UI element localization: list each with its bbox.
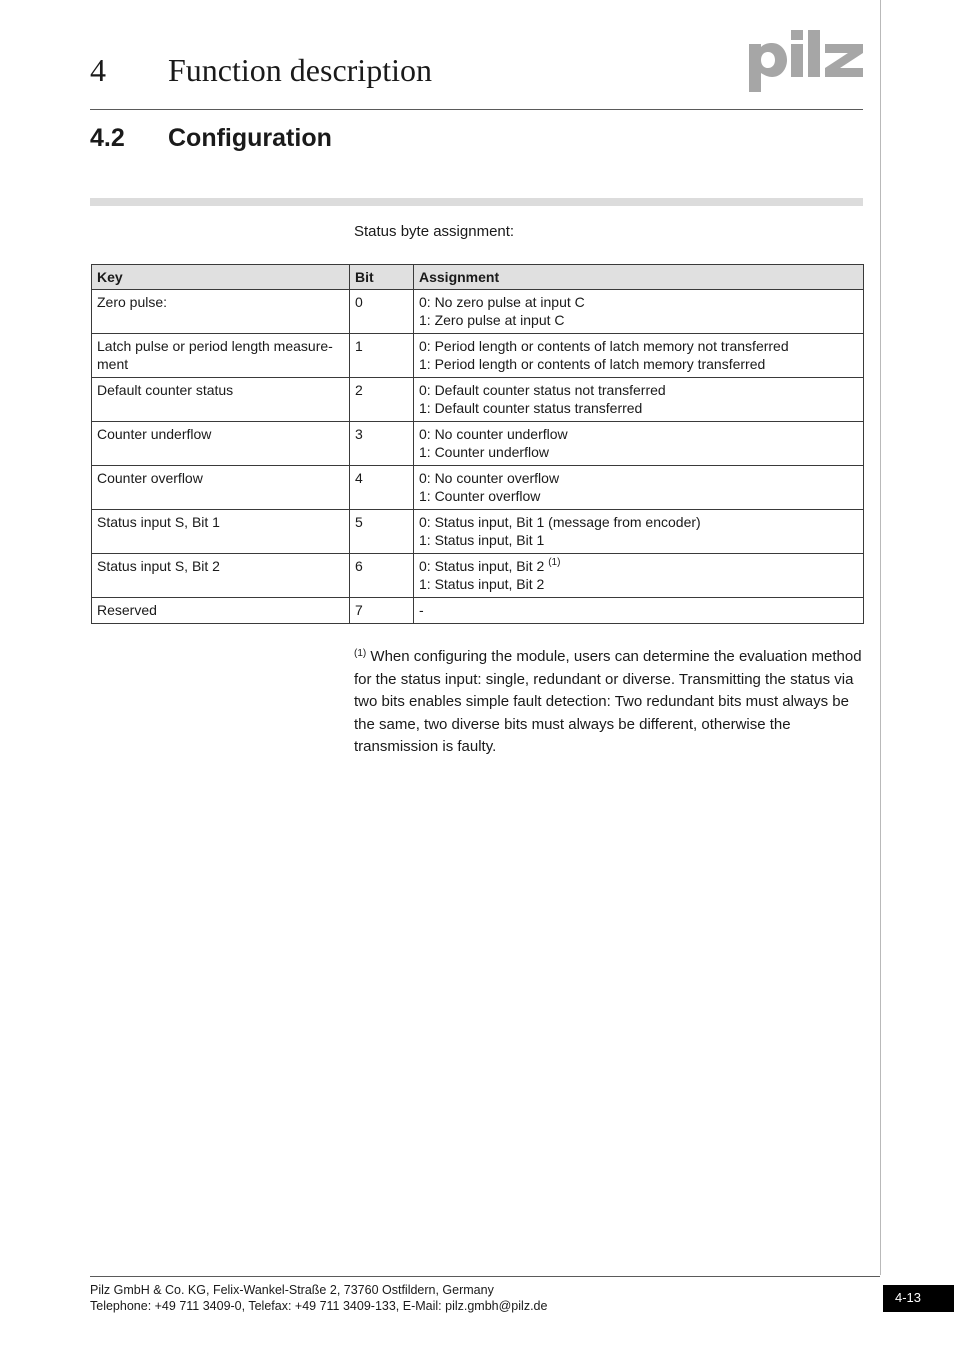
margin-rule bbox=[880, 0, 881, 1275]
cell-key: Counter overflow bbox=[92, 466, 350, 510]
cell-key bbox=[92, 334, 350, 378]
footer-address: Pilz GmbH & Co. KG, Felix-Wankel-Straße 2, 73760 Ostfildern, Germany bbox=[90, 1283, 494, 1297]
assignment-line: 1: Counter underflow bbox=[419, 444, 549, 460]
section-number: 4.2 bbox=[90, 124, 125, 152]
cell-bit: 2 bbox=[350, 378, 414, 422]
table-row bbox=[92, 422, 864, 466]
cell-bit: 6 bbox=[350, 554, 414, 598]
chapter-title: Function description bbox=[168, 52, 432, 88]
cell-key: Default counter status bbox=[92, 378, 350, 422]
assignment-line: 0: No zero pulse at input C bbox=[419, 294, 585, 310]
pilz-logo bbox=[747, 28, 865, 94]
assignment-line: 1: Zero pulse at input C bbox=[419, 312, 565, 328]
table-header-row bbox=[92, 265, 864, 290]
table-row bbox=[92, 598, 864, 624]
table-row bbox=[92, 334, 864, 378]
cell-assignment: - bbox=[414, 598, 864, 624]
assignment-line: 0: Status input, Bit 1 (message from encoder) bbox=[419, 514, 701, 530]
section-title: Configuration bbox=[168, 124, 332, 152]
cell-bit: 1 bbox=[350, 334, 414, 378]
column-header-assignment: Assignment bbox=[414, 265, 864, 290]
table-row bbox=[92, 378, 864, 422]
cell-key: Counter underflow bbox=[92, 422, 350, 466]
cell-assignment bbox=[414, 290, 864, 334]
cell-bit: 5 bbox=[350, 510, 414, 554]
table-row bbox=[92, 466, 864, 510]
assignment-line: 0: Period length or contents of latch memory not transferred bbox=[419, 338, 789, 354]
cell-key: Status input S, Bit 2 bbox=[92, 554, 350, 598]
cell-bit: 7 bbox=[350, 598, 414, 624]
assignment-line: 0: No counter underflow bbox=[419, 426, 568, 442]
footnote-text: When configuring the module, users can determine the evaluation method for the status input: single, redundant or diverse. Transmitting the status via two bits enables simple fault detection: Two redundant bits must always be the same, two diverse bits must always be different, otherwise the transmission is faulty. bbox=[354, 648, 862, 756]
cell-bit: 3 bbox=[350, 422, 414, 466]
column-header-key: Key bbox=[92, 265, 350, 290]
header-rule bbox=[90, 109, 863, 110]
cell-assignment bbox=[414, 554, 864, 598]
footnote-reference: (1) bbox=[548, 557, 561, 568]
key-line: Latch pulse or period length measure- bbox=[97, 338, 333, 354]
footnote-marker: (1) bbox=[354, 648, 367, 659]
section-divider bbox=[90, 198, 863, 206]
table-row bbox=[92, 510, 864, 554]
cell-assignment bbox=[414, 378, 864, 422]
assignment-line: 1: Period length or contents of latch memory transferred bbox=[419, 356, 766, 372]
assignment-line: 1: Status input, Bit 2 bbox=[419, 576, 545, 592]
cell-bit: 4 bbox=[350, 466, 414, 510]
key-line: ment bbox=[97, 356, 129, 372]
page-number: 4-13 bbox=[883, 1285, 954, 1312]
footer-rule bbox=[90, 1276, 880, 1277]
footer-contact: Telephone: +49 711 3409-0, Telefax: +49 711 3409-133, E-Mail: pilz.gmbh@pilz.de bbox=[90, 1299, 548, 1313]
column-header-bit: Bit bbox=[350, 265, 414, 290]
cell-assignment bbox=[414, 466, 864, 510]
assignment-line bbox=[419, 557, 857, 575]
cell-key: Zero pulse: bbox=[92, 290, 350, 334]
cell-key: Reserved bbox=[92, 598, 350, 624]
cell-bit: 0 bbox=[350, 290, 414, 334]
assignment-text: 0: Status input, Bit 2 bbox=[419, 558, 545, 574]
table-row bbox=[92, 290, 864, 334]
assignment-line: 1: Default counter status transferred bbox=[419, 400, 643, 416]
table-row bbox=[92, 554, 864, 598]
cell-key: Status input S, Bit 1 bbox=[92, 510, 350, 554]
footnote bbox=[354, 646, 864, 759]
cell-assignment bbox=[414, 422, 864, 466]
assignment-line: 0: No counter overflow bbox=[419, 470, 560, 486]
chapter-number: 4 bbox=[90, 52, 106, 88]
assignment-line: 1: Counter overflow bbox=[419, 488, 541, 504]
assignment-line: 1: Status input, Bit 1 bbox=[419, 532, 545, 548]
intro-text: Status byte assignment: bbox=[354, 223, 515, 240]
cell-assignment bbox=[414, 334, 864, 378]
assignment-line: 0: Default counter status not transferred bbox=[419, 382, 666, 398]
cell-assignment bbox=[414, 510, 864, 554]
status-byte-table bbox=[91, 264, 864, 624]
